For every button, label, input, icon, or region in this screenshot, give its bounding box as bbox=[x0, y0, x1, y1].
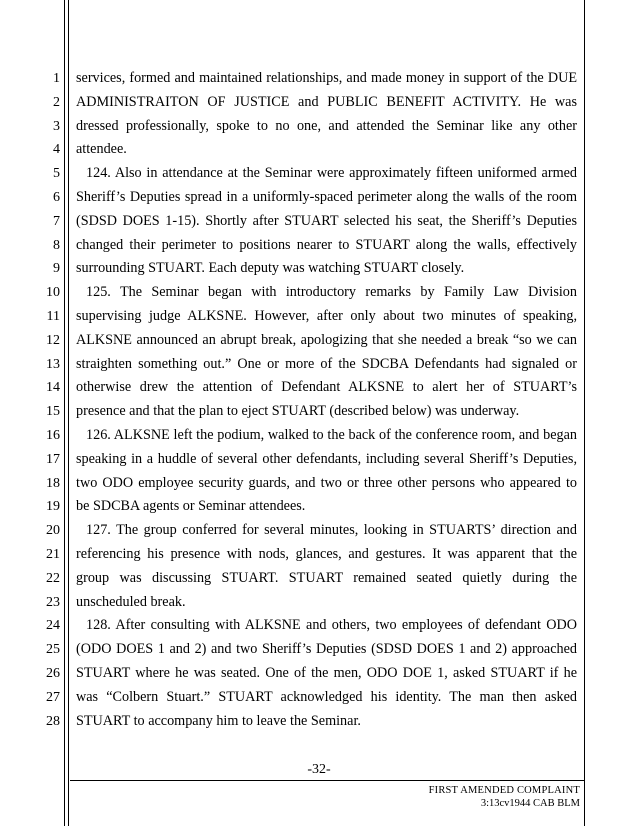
line-number: 21 bbox=[46, 546, 60, 562]
text-line: straighten something out.” One or more of the SDCBA Defendants had signaled or bbox=[76, 355, 577, 372]
line-number: 18 bbox=[46, 475, 60, 491]
line-number: 24 bbox=[46, 618, 60, 634]
text-line: (ODO DOES 1 and 2) and two Sheriff’s Deputies (SDSD DOES 1 and 2) approached bbox=[76, 641, 577, 658]
line-number: 7 bbox=[53, 213, 60, 229]
line-number: 10 bbox=[46, 285, 60, 301]
text-line: ADMINISTRAITON OF JUSTICE and PUBLIC BENEFIT ACTIVITY. He was bbox=[76, 93, 577, 110]
text-line: was “Colbern Stuart.” STUART acknowledged his identity. The man then asked bbox=[76, 688, 577, 705]
line-number: 20 bbox=[46, 523, 60, 539]
text-line: surrounding STUART. Each deputy was watching STUART closely. bbox=[76, 260, 465, 277]
text-line: services, formed and maintained relationships, and made money in support of the DUE bbox=[76, 70, 577, 86]
line-number: 23 bbox=[46, 594, 60, 610]
line-number: 6 bbox=[53, 189, 60, 205]
line-number: 13 bbox=[46, 356, 60, 372]
line-number: 26 bbox=[46, 665, 60, 681]
line-number: 17 bbox=[46, 451, 60, 467]
text-line: Sheriff’s Deputies spread in a uniformly-spaced perimeter along the walls of the room bbox=[76, 188, 577, 205]
line-number: 9 bbox=[53, 261, 60, 277]
line-number: 28 bbox=[46, 713, 60, 729]
text-line: STUART where he was seated. One of the men, ODO DOE 1, asked STUART if he bbox=[76, 664, 577, 681]
line-number: 19 bbox=[46, 499, 60, 515]
text-line: be SDCBA agents or Seminar attendees. bbox=[76, 498, 306, 515]
footer-case-number: 3:13cv1944 CAB BLM bbox=[480, 798, 580, 809]
line-number: 27 bbox=[46, 689, 60, 705]
text-line: dressed professionally, spoke to no one, and attended the Seminar like any other bbox=[76, 117, 577, 134]
line-number: 1 bbox=[53, 71, 60, 86]
text-line: referencing his presence with nods, glances, and gestures. It was apparent that the bbox=[76, 545, 577, 562]
text-line: attendee. bbox=[76, 141, 127, 158]
footer-divider bbox=[70, 780, 584, 781]
text-line: ALKSNE announced an abrupt break, apologizing that she needed a break “so we can bbox=[76, 331, 577, 348]
text-line: 125. The Seminar began with introductory remarks by Family Law Division bbox=[86, 284, 577, 301]
text-line: 126. ALKSNE left the podium, walked to the back of the conference room, and began bbox=[86, 426, 577, 443]
text-line: 127. The group conferred for several minutes, looking in STUARTS’ direction and bbox=[86, 522, 577, 539]
text-line: group was discussing STUART. STUART remained seated quietly during the bbox=[76, 569, 577, 586]
text-line: 124. Also in attendance at the Seminar were approximately fifteen uniformed armed bbox=[86, 165, 577, 182]
line-number: 2 bbox=[53, 94, 60, 110]
line-number: 22 bbox=[46, 570, 60, 586]
right-margin-rule bbox=[584, 0, 585, 826]
text-line: changed their perimeter to positions nearer to STUART along the walls, effectively bbox=[76, 236, 577, 253]
text-line: 128. After consulting with ALKSNE and others, two employees of defendant ODO bbox=[86, 617, 577, 634]
line-number: 8 bbox=[53, 237, 60, 253]
text-line: supervising judge ALKSNE. However, after only about two minutes of speaking, bbox=[76, 307, 577, 324]
left-margin-rule-inner bbox=[68, 0, 69, 826]
left-margin-rule-outer bbox=[64, 0, 65, 826]
text-line: presence and that the plan to eject STUART (described below) was underway. bbox=[76, 403, 520, 420]
page-number: -32- bbox=[307, 762, 331, 777]
line-number: 15 bbox=[46, 404, 60, 420]
line-number: 25 bbox=[46, 642, 60, 658]
line-number: 12 bbox=[46, 332, 60, 348]
line-number: 4 bbox=[53, 142, 60, 158]
text-line: (SDSD DOES 1-15). Shortly after STUART selected his seat, the Sheriff’s Deputies bbox=[76, 212, 577, 229]
text-line: two ODO employee security guards, and two or three other persons who appeared to bbox=[76, 474, 577, 491]
text-line: otherwise drew the attention of Defendant ALKSNE to alert her of STUART’s bbox=[76, 379, 577, 396]
document-body bbox=[76, 67, 577, 733]
line-number: 11 bbox=[46, 308, 60, 324]
line-number: 3 bbox=[53, 118, 60, 134]
footer-document-title: FIRST AMENDED COMPLAINT bbox=[428, 785, 580, 796]
line-number: 16 bbox=[46, 427, 60, 443]
text-line: speaking in a huddle of several other defendants, including several Sheriff’s Deputies, bbox=[76, 450, 577, 467]
line-number: 14 bbox=[46, 380, 60, 396]
text-line: STUART to accompany him to leave the Seminar. bbox=[76, 712, 361, 729]
line-number: 5 bbox=[53, 166, 60, 182]
text-line: unscheduled break. bbox=[76, 593, 186, 610]
line-number-column bbox=[38, 67, 60, 733]
